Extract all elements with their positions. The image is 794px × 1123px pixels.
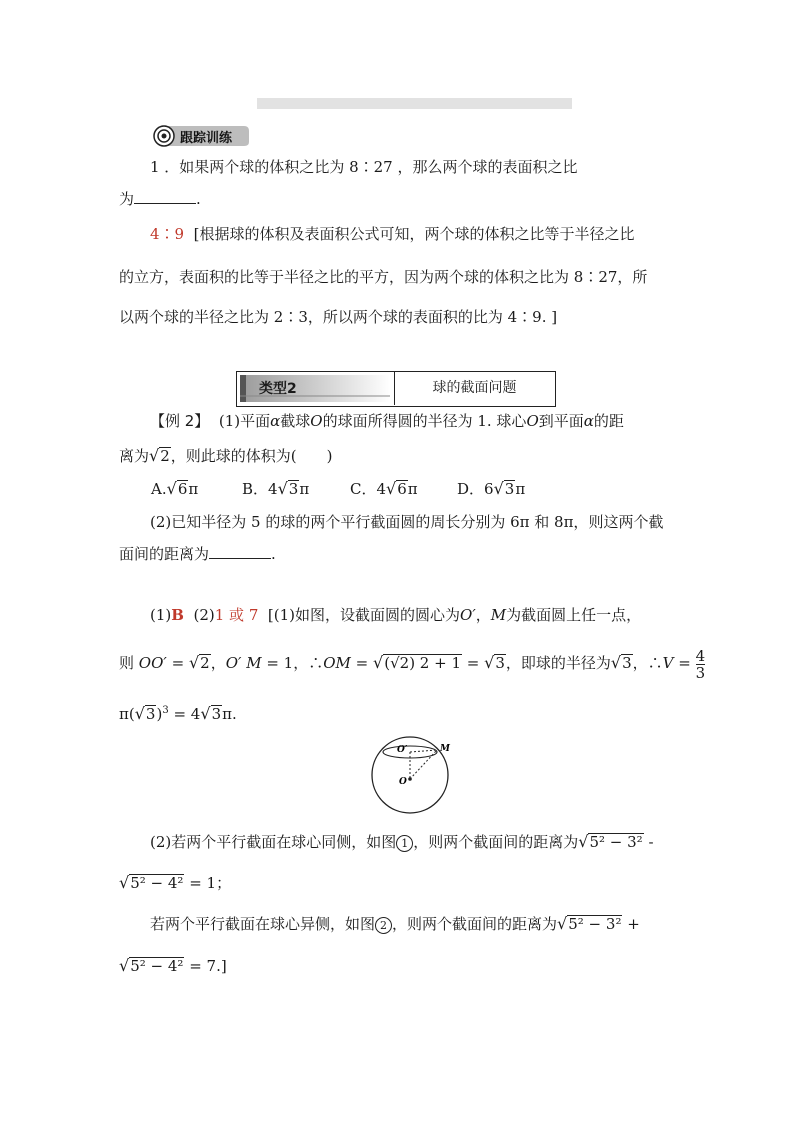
type-heading-label-cell: [237, 372, 395, 405]
section-badge-label: 跟踪训练: [180, 131, 233, 146]
solution-part-2-line-2: √5² − 4² = 1；: [119, 873, 232, 892]
option-c[interactable]: C．4√6π: [350, 479, 418, 498]
option-a[interactable]: A.√6π: [151, 479, 199, 498]
section-badge: [152, 125, 250, 147]
center-point: [408, 777, 412, 781]
answer-1-line-2: 的立方，表面积的比等于半径之比的平方，因为两个球的体积之比为 8∶27，所: [119, 268, 648, 286]
option-d[interactable]: D．6√3π: [457, 479, 526, 498]
solution-part-3-line-1: 若两个平行截面在球心异侧，如图 2 ，则两个截面间的距离为√5² − 3² +: [150, 914, 640, 933]
solution-line-2: 则 OO′ = √2，O′ M = 1，∴OM = √(√2) 2 + 1 = √3，即球的半径为√3，∴V = $\frac{4}{3}$: [119, 646, 706, 682]
example-2-line-1: 【例 2】 (1)平面α截球O的球面所得圆的半径为 1. 球心O到平面α的距: [150, 412, 624, 430]
option-b[interactable]: B．4√3π: [242, 479, 310, 498]
sphere-figure: [365, 735, 460, 820]
solution-answer-1: B: [171, 606, 184, 624]
example-2-line-2: 离为√2，则此球的体积为( ): [119, 446, 333, 465]
segment-o-prime-m: [410, 750, 437, 752]
label-o: O: [399, 777, 407, 787]
type-label: 类型2: [259, 381, 297, 397]
figure-ref-1: 1: [396, 835, 413, 852]
example-2-part-2-line-1: (2)已知半径为 5 的球的两个平行截面圆的周长分别为 6π 和 8π，则这两个截: [150, 513, 664, 531]
answer-1-line-3: 以两个球的半径之比为 2∶3，所以两个球的表面积的比为 4∶9. ]: [119, 308, 558, 326]
question-1-line-2: 为 .: [119, 190, 201, 208]
answer-1-line-1: 4∶9 [根据球的体积及表面积公式可知，两个球的体积之比等于半径之比: [150, 225, 635, 243]
solution-line-1: (1)B (2)1 或 7 [(1)如图，设截面圆的圆心为O′，M为截面圆上任一点，: [150, 606, 642, 624]
sphere-outline: [372, 737, 448, 813]
solution-part-3-line-2: √5² − 4² = 7.]: [119, 956, 227, 975]
solution-answer-2: 1 或 7: [214, 606, 259, 624]
segment-om: [410, 750, 437, 779]
fraction-four-thirds: $\frac{4}{3}$: [695, 646, 706, 682]
figure-ref-2: 2: [375, 917, 392, 934]
answer-blank-2: [209, 544, 271, 559]
answer-blank: [134, 189, 196, 204]
example-2-part-2-line-2: 面间的距离为 .: [119, 545, 276, 563]
question-1-line-1: 1 ．如果两个球的体积之比为 8∶27 ，那么两个球的表面积之比: [150, 158, 578, 176]
answer-1-value: 4∶9: [150, 225, 185, 243]
label-o-prime: O′: [397, 745, 408, 755]
label-m: M: [440, 744, 450, 754]
solution-line-3: $\pi(√3)^3 = 4√3\pi$.: [119, 704, 237, 723]
type-heading: [236, 371, 556, 407]
header-bar: [257, 98, 572, 109]
type-heading-title: 球的截面问题: [432, 380, 517, 396]
solution-part-2-line-1: (2)若两个平行截面在球心同侧，如图 1 ，则两个截面间的距离为√5² − 3² -: [150, 832, 654, 851]
